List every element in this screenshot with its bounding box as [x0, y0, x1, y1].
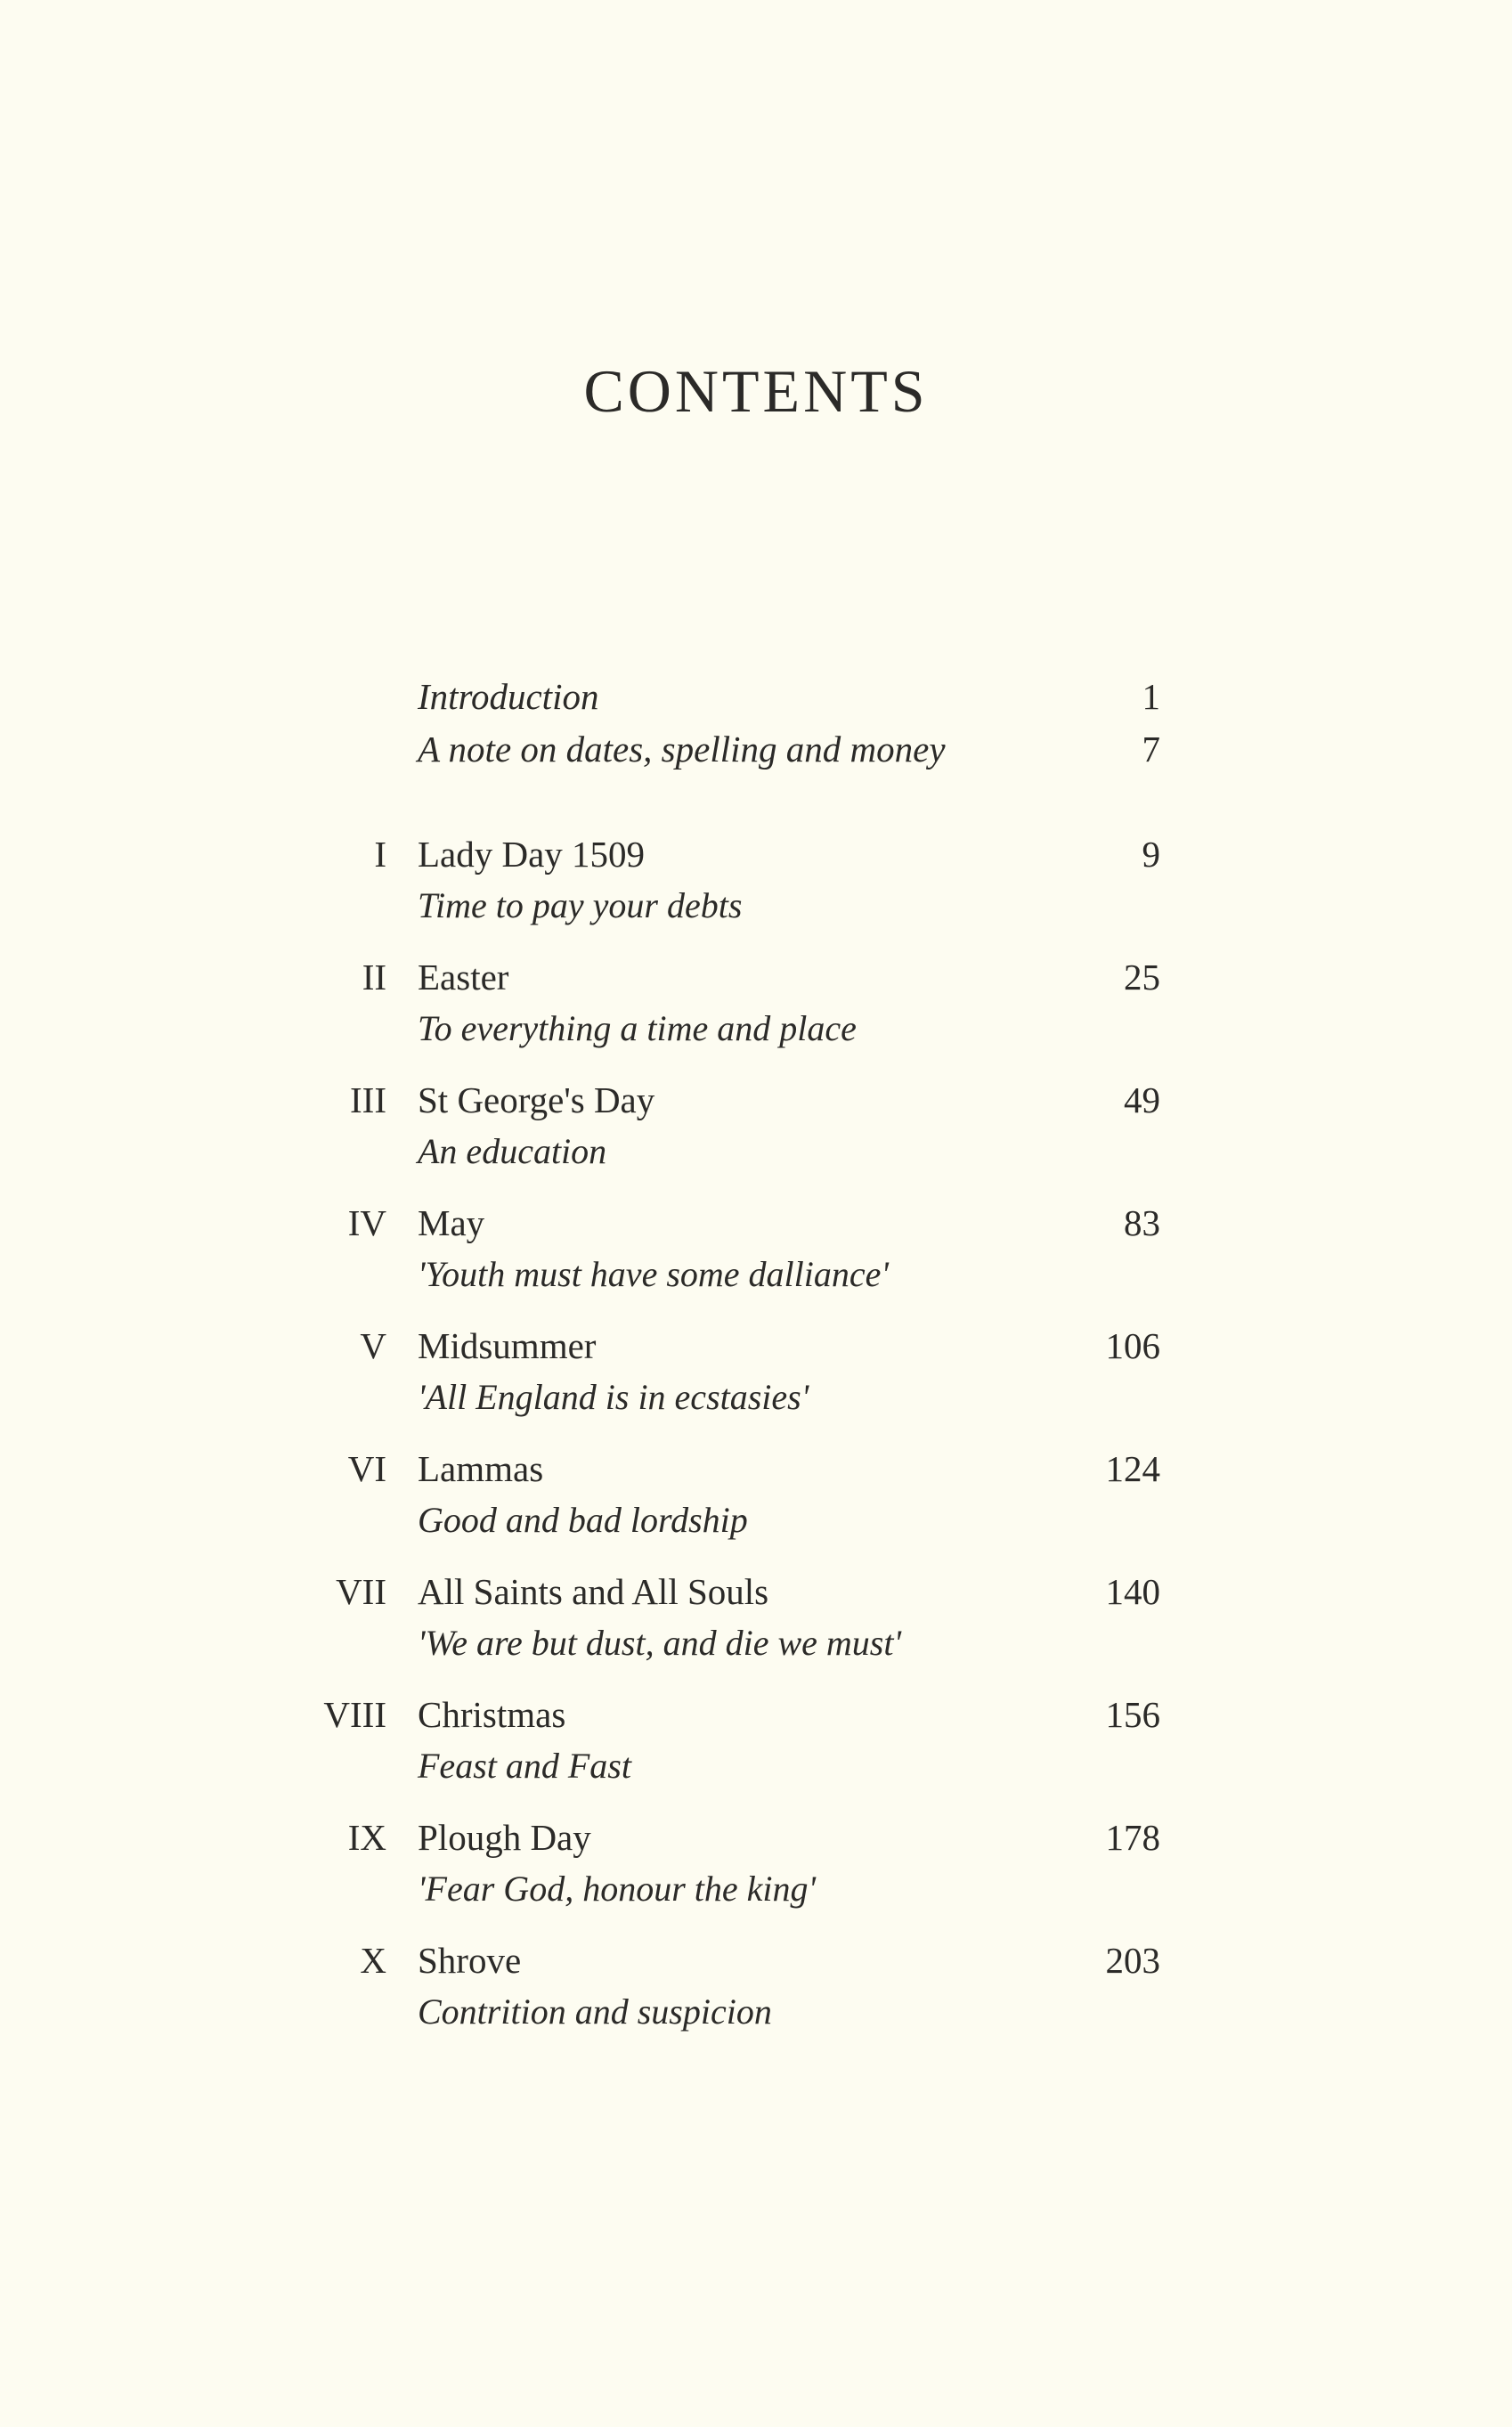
chapter-subtitle: Feast and Fast: [418, 1746, 631, 1786]
chapter-numeral: II: [362, 957, 386, 998]
chapter-numeral: V: [360, 1325, 386, 1366]
chapter-title: Christmas: [418, 1694, 566, 1735]
chapter-subtitle: 'We are but dust, and die we must': [418, 1623, 902, 1663]
chapter-subtitle: Time to pay your debts: [418, 885, 743, 925]
toc-chapter-row: [0, 1693, 1512, 1747]
chapter-page: 9: [1142, 834, 1160, 875]
chapter-subtitle: Contrition and suspicion: [418, 1991, 772, 2032]
chapter-page: 156: [1105, 1694, 1160, 1735]
chapter-title: St George's Day: [418, 1079, 655, 1120]
chapter-page: 203: [1105, 1940, 1160, 1981]
chapter-subtitle: To everything a time and place: [418, 1008, 857, 1048]
chapter-page: 49: [1124, 1079, 1160, 1120]
chapter-page: 140: [1105, 1571, 1160, 1612]
chapter-title: Midsummer: [418, 1325, 597, 1366]
toc-chapter-row: [0, 833, 1512, 886]
chapter-title: All Saints and All Souls: [418, 1571, 769, 1612]
chapter-page: 124: [1105, 1448, 1160, 1489]
toc-chapter-row: [0, 1201, 1512, 1255]
chapter-title: May: [418, 1202, 485, 1243]
entry-label: A note on dates, spelling and money: [418, 729, 946, 770]
chapter-title: Shrove: [418, 1940, 522, 1981]
chapter-page: 178: [1105, 1817, 1160, 1858]
chapter-page: 83: [1124, 1202, 1160, 1243]
chapter-numeral: X: [360, 1940, 386, 1981]
chapter-numeral: VIII: [323, 1694, 386, 1735]
chapter-subtitle: 'All England is in ecstasies': [418, 1377, 809, 1417]
chapter-subtitle: An education: [418, 1131, 607, 1171]
chapter-subtitle: Good and bad lordship: [418, 1500, 748, 1540]
chapter-numeral: VII: [336, 1571, 386, 1612]
entry-page: 7: [1142, 729, 1160, 770]
toc-entry-note: [0, 728, 1512, 781]
chapter-title: Lady Day 1509: [418, 834, 646, 875]
chapter-page: 25: [1124, 957, 1160, 998]
page-title: CONTENTS: [583, 357, 929, 425]
chapter-numeral: IV: [347, 1202, 386, 1243]
toc-chapter-row: [0, 1570, 1512, 1624]
chapter-subtitle: 'Fear God, honour the king': [418, 1869, 817, 1909]
chapter-title: Lammas: [418, 1448, 544, 1489]
chapter-subtitle: 'Youth must have some dalliance': [418, 1254, 889, 1294]
chapter-numeral: I: [374, 834, 386, 875]
chapter-page: 106: [1105, 1325, 1160, 1366]
toc-chapter-row: [0, 1447, 1512, 1501]
toc-chapter-row: [0, 1324, 1512, 1378]
chapter-title: Plough Day: [418, 1817, 591, 1858]
toc-chapter-row: [0, 1816, 1512, 1869]
entry-label: Introduction: [418, 676, 599, 717]
chapter-numeral: IX: [347, 1817, 386, 1858]
toc-entry-introduction: [0, 675, 1512, 729]
chapter-numeral: III: [350, 1079, 386, 1120]
entry-page: 1: [1142, 676, 1160, 717]
chapter-title: Easter: [418, 957, 509, 998]
toc-chapter-row: [0, 956, 1512, 1009]
toc-chapter-row: [0, 1939, 1512, 1992]
toc-chapter-row: [0, 1079, 1512, 1132]
chapter-numeral: VI: [347, 1448, 386, 1489]
